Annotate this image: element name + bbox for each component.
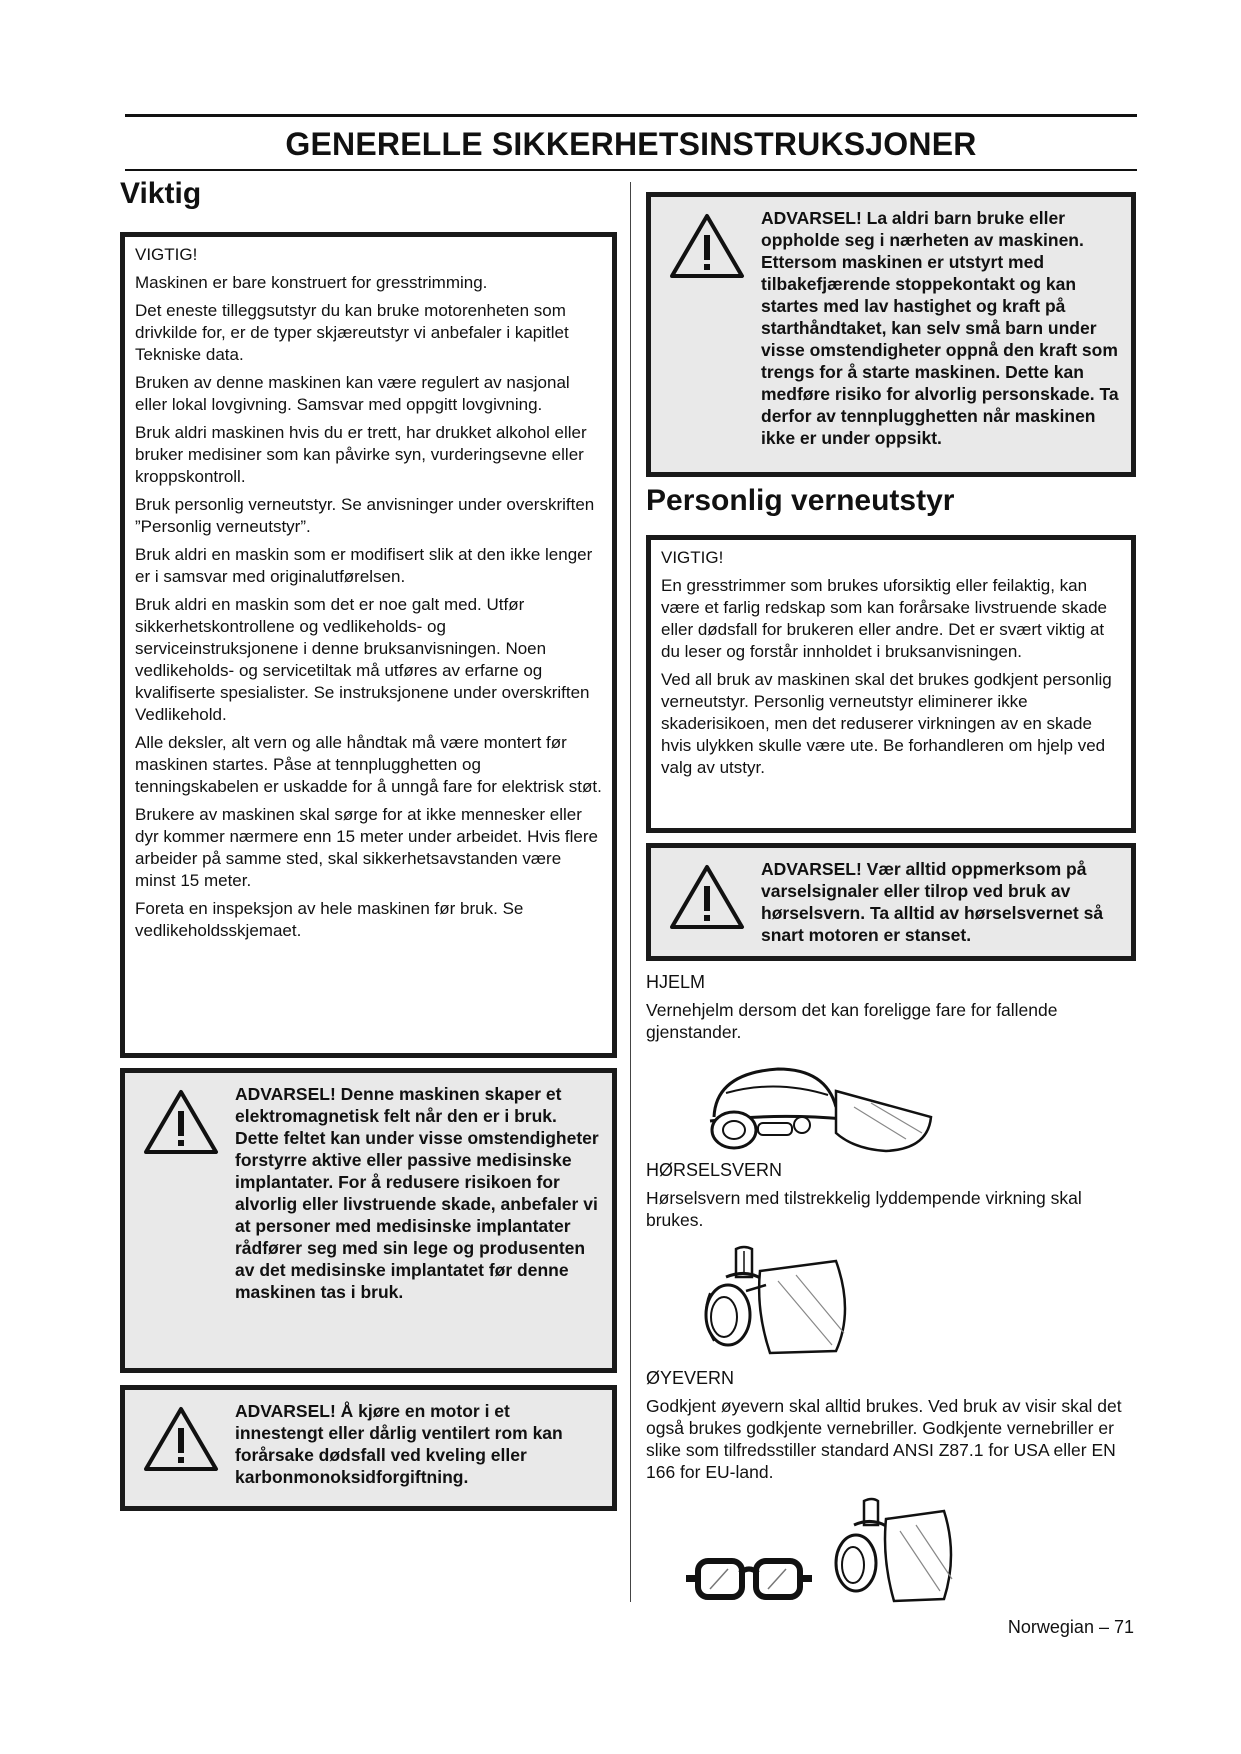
warning-text: ADVARSEL! Vær alltid oppmerksom på varselsignaler eller tilrop ved bruk av hørselsvern. Ta alltid av hørselsvernet så snart motoren er stanset. [761,859,1104,945]
warning-box-electromagnetic [120,1068,617,1373]
warning-triangle-icon [659,207,755,458]
page-footer: Norwegian – 71 [1007,1617,1134,1637]
ppe-text: Hørselsvern med tilstrekkelig lyddempende virkning skal brukes. [646,1188,1082,1230]
safety-glasses-icon [684,1547,814,1607]
page-title: GENERELLE SIKKERHETSINSTRUKSJONER [125,114,1137,171]
important-label: VIGTIG! [661,548,724,567]
warning-text: ADVARSEL! Å kjøre en motor i et innestengt eller dårlig ventilert rom kan forårsake dødsfall ved kveling eller karbonmonoksidforgiftning. [235,1401,563,1487]
section-heading-personal-protective-equipment: Personlig verneutstyr [646,484,955,517]
left-column [120,176,617,1511]
important-paragraph: Bruk aldri en maskin som det er noe galt med. Utfør sikkerhetskontrollene og vedlikeholds- og serviceinstruksjonene i denne bruksanvisningen. Noen vedlikeholds- og servicetiltak må utføres av erfarne og kvalifiserte spesialister. Se instruksjonene under overskriften Vedlikehold. [135,595,590,724]
ppe-label: HJELM [646,972,706,992]
ppe-item-hearing-protection [646,1159,1136,1361]
ppe-item-eye-protection [646,1367,1136,1607]
visor-with-earmuffs-icon [820,1495,960,1607]
warning-box-hearing [646,843,1136,961]
important-paragraph: Foreta en inspeksjon av hele maskinen før bruk. Se vedlikeholdsskjemaet. [135,899,524,940]
important-box [120,232,617,1058]
important-paragraph: Bruk aldri maskinen hvis du er trett, har drukket alkohol eller bruker medisiner som kan påvirke syn, vurderingsevne eller kroppskontroll. [135,423,587,486]
column-divider [630,182,631,1602]
ppe-text: Godkjent øyevern skal alltid brukes. Ved bruk av visir skal det også brukes godkjente vernebriller. Godkjente vernebriller er slike som tilfredsstiller standard ANSI Z87.1 for USA eller EN 166 for EU-land. [646,1396,1122,1482]
ppe-item-helmet [646,971,1136,1155]
important-paragraph: Det eneste tilleggsutstyr du kan bruke motorenheten som drivkilde for, er de typer skjæreutstyr vi anbefaler i kapitlet Tekniske data. [135,301,569,364]
important-paragraph: Maskinen er bare konstruert for gresstrimming. [135,273,488,292]
important-paragraph: En gresstrimmer som brukes uforsiktig eller feilaktig, kan være et farlig redskap som kan forårsake livstruende skade eller dødsfall for brukeren eller andre. Det er svært viktig at du leser og forstår innholdet i bruksanvisningen. [661,576,1107,661]
important-paragraph: Bruk personlig verneutstyr. Se anvisninger under overskriften ”Personlig verneutstyr”. [135,495,595,536]
warning-box-carbon-monoxide [120,1385,617,1511]
important-paragraph: Ved all bruk av maskinen skal det brukes godkjent personlig verneutstyr. Personlig verneutstyr eliminerer ikke skaderisikoen, men det reduserer virkningen av en skade hvis ulykken skulle være ute. Be forhandleren om hjelp ved valg av utstyr. [661,670,1112,777]
helmet-with-visor-icon [686,1055,936,1155]
earmuffs-with-visor-icon [686,1241,856,1361]
warning-triangle-icon [133,1083,229,1354]
ppe-label: ØYEVERN [646,1368,735,1388]
important-paragraph: Brukere av maskinen skal sørge for at ikke mennesker eller dyr kommer nærmere enn 15 meter under arbeidet. Hvis flere arbeider på samme sted, skal sikkerhetsavstanden være minst 15 meter. [135,805,598,890]
ppe-text: Vernehjelm dersom det kan foreligge fare for fallende gjenstander. [646,1000,1058,1042]
warning-text: ADVARSEL! La aldri barn bruke eller oppholde seg i nærheten av maskinen. Ettersom maskinen er utstyrt med tilbakefjærende stoppekontakt og kan startes med lav hastighet og kraft på starthåndtaket, kan selv små barn under visse omstendigheter oppnå den kraft som trengs for å starte maskinen. Dette kan medføre risiko for alvorlig personskade. Ta derfor av tennplugghetten når maskinen ikke er under oppsikt. [761,208,1119,448]
warning-text: ADVARSEL! Denne maskinen skaper et elektromagnetisk felt når den er i bruk. Dette feltet kan under visse omstendigheter forstyrre aktive eller passive medisinske implantater. For å redusere risikoen for alvorlig eller livstruende skade, anbefaler vi at personer med medisinske implantater rådfører seg med sin lege og produsenten av det medisinske implantatet før denne maskinen tas i bruk. [235,1084,599,1302]
important-label: VIGTIG! [135,245,198,264]
important-box-ppe [646,535,1136,833]
ppe-label: HØRSELSVERN [646,1160,783,1180]
warning-triangle-icon [659,858,755,942]
warning-box-children [646,192,1136,477]
right-column [646,192,1136,1607]
section-heading-viktig: Viktig [120,177,202,210]
warning-triangle-icon [133,1400,229,1492]
important-paragraph: Bruken av denne maskinen kan være regulert av nasjonal eller lokal lovgivning. Samsvar med oppgitt lovgivning. [135,373,570,414]
important-paragraph: Alle deksler, alt vern og alle håndtak må være montert før maskinen startes. Påse at tennplugghetten og tenningskabelen er uskadde for å unngå fare for elektrisk støt. [135,733,602,796]
important-paragraph: Bruk aldri en maskin som er modifisert slik at den ikke lenger er i samsvar med originalutførelsen. [135,545,593,586]
